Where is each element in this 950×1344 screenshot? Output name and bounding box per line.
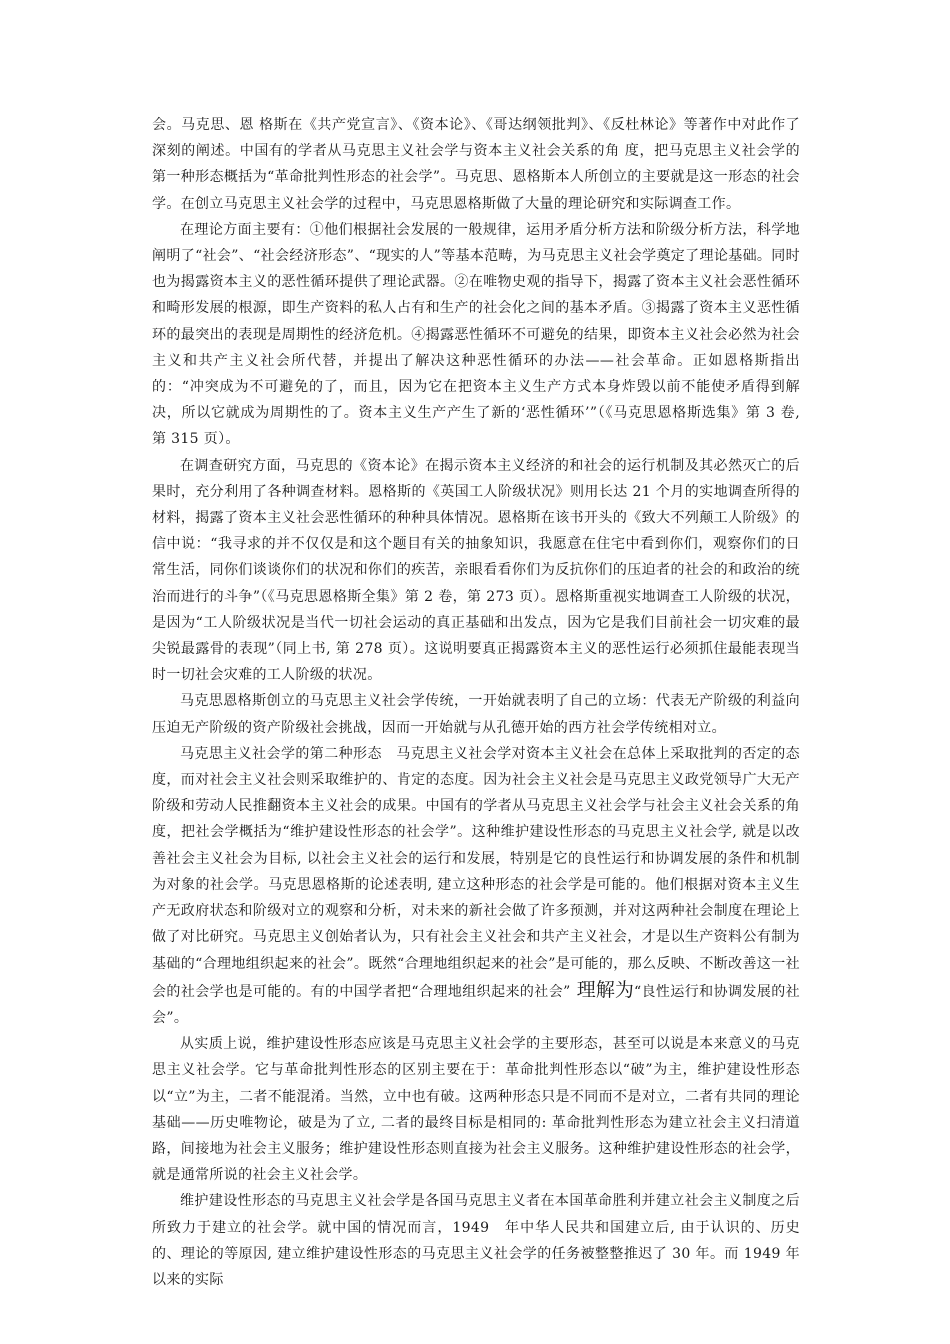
paragraph-7: 维护建设性形态的马克思主义社会学是各国马克思主义者在本国革命胜利并建立社会主义制度之后所致力于建立的社会学。就中国的情况而言，1949 年中华人民共和国建立后, 由于认识的、历史的、理论的等原因, 建立维护建设性形态的马克思主义社会学的任务被整整推迟了 30 年。而 1949 年以来的实际 xyxy=(152,1193,800,1288)
paragraph-5-main: 马克思主义社会学的第二种形态 马克思主义社会学对资本主义社会在总体上采取批判的否定的态度，而对社会主义社会则采取维护的、肯定的态度。因为社会主义社会是马克思主义政党领导广大无产阶级和劳动人民推翻资本主义社会的成果。中国有的学者从马克思主义社会学与社会主义社会关系的角度，把社会学概括为“维护建设性形态的社会学”。这种维护建设性形态的马克思主义社会学, 就是以改善社会主义社会为目标, 以社会主义社会的运行和发展，特别是它的良性运行和协调发展的条件和机制为对象的社会学。马克思恩格斯的论述表明, 建立这种形态的社会学是可能的。他们根据对资本主义生产无政府状态和阶级对立的观察和分析，对未来的新社会做了许多预测，并对这两种社会制度在理论上做了对比研究。马克思主义创始者认为，只有社会主义社会和共产主义社会，才是以生产资料公有制为基础的“合理地组织起来的社会”。既然“合理地组织起来的社会”是可能的，那么反映、不断改善这一社会的社会学也是可能的。有的中国学者把“合理地组织起来的社会” xyxy=(152,745,800,1000)
paragraph-2: 在理论方面主要有：①他们根据社会发展的一般规律，运用矛盾分析方法和阶级分析方法，科学地阐明了“社会”、“社会经济形态”、“现实的人”等基本范畴，为马克思主义社会学奠定了理论基础。同时也为揭露资本主义的恶性循环提供了理论武器。②在唯物史观的指导下，揭露了资本主义社会恶性循环和畸形发展的根源，即生产资料的私人占有和生产的社会化之间的基本矛盾。③揭露了资本主义恶性循环的最突出的表现是周期性的经济危机。④揭露恶性循环不可避免的结果，即资本主义社会必然为社会主义和共产主义社会所代替，并提出了解决这种恶性循环的办法——社会革命。正如恩格斯指出的：“冲突成为不可避免的了，而且，因为它在把资本主义生产方式本身炸毁以前不能使矛盾得到解决，所以它就成为周期性的了。资本主义生产产生了新的‘恶性循环’”（《马克思恩格斯选集》第 3 卷, 第 315 页）。 xyxy=(152,221,800,448)
paragraph-6: 从实质上说，维护建设性形态应该是马克思主义社会学的主要形态，甚至可以说是本来意义的马克思主义社会学。它与革命批判性形态的区别主要在于：革命批判性形态以“破”为主，维护建设性形态以“立”为主，二者不能混淆。当然，立中也有破。这两种形态只是不同而不是对立，二者有共同的理论基础——历史唯物论，破是为了立, 二者的最终目标是相同的: 革命批判性形态为建立社会主义扫清道路，间接地为社会主义服务；维护建设性形态则直接为社会主义服务。这种维护建设性形态的社会学，就是通常所说的社会主义社会学。 xyxy=(152,1036,800,1184)
paragraph-5-large-phrase: 理解为 xyxy=(570,978,634,1001)
paragraph-5-tail: “良性运行和协调发展的社会”。 xyxy=(152,983,801,1026)
paragraph-4: 马克思恩格斯创立的马克思主义社会学传统，一开始就表明了自己的立场：代表无产阶级的利益向压迫无产阶级的资产阶级社会挑战，因而一开始就与从孔德开始的西方社会学传统相对立。 xyxy=(152,693,800,736)
paragraph-1: 会。马克思、恩 格斯在《共产党宣言》、《资本论》、《哥达纲领批判》、《反杜林论》等著作中对此作了深刻的阐述。中国有的学者从马克思主义社会学与资本主义社会关系的角 度，把马克思主义社会学的第一种形态概括为“革命批判性形态的社会学”。马克思、恩格斯本人所创立的主要就是这一形态的社会学。在创立马克思主义社会学的过程中，马克思恩格斯做了大量的理论研究和实际调查工作。 xyxy=(152,117,800,212)
paragraph-3: 在调查研究方面，马克思的《资本论》在揭示资本主义经济的和社会的运行机制及其必然灭亡的后果时，充分利用了各种调查材料。恩格斯的《英国工人阶级状况》则用长达 21 个月的实地调查所得的材料，揭露了资本主义社会恶性循环的种种具体情况。恩格斯在该书开头的《致大不列颠工人阶级》的信中说：“我寻求的并不仅仅是和这个题目有关的抽象知识，我愿意在住宅中看到你们，观察你们的日常生活，同你们谈谈你们的状况和你们的疾苦，亲眼看看你们为反抗你们的压迫者的社会的和政治的统治而进行的斗争”（《马克思恩格斯全集》第 2 卷，第 273 页）。恩格斯重视实地调查工人阶级的状况，是因为“工人阶级状况是当代一切社会运动的真正基础和出发点，因为它是我们目前社会一切灾难的最尖锐最露骨的表现”（同上书, 第 278 页）。这说明要真正揭露资本主义的恶性运行必须抓住最能表现当时一切社会灾难的工人阶级的状况。 xyxy=(152,457,800,684)
paragraph-5 xyxy=(152,741,800,1031)
body-text xyxy=(152,112,800,1293)
